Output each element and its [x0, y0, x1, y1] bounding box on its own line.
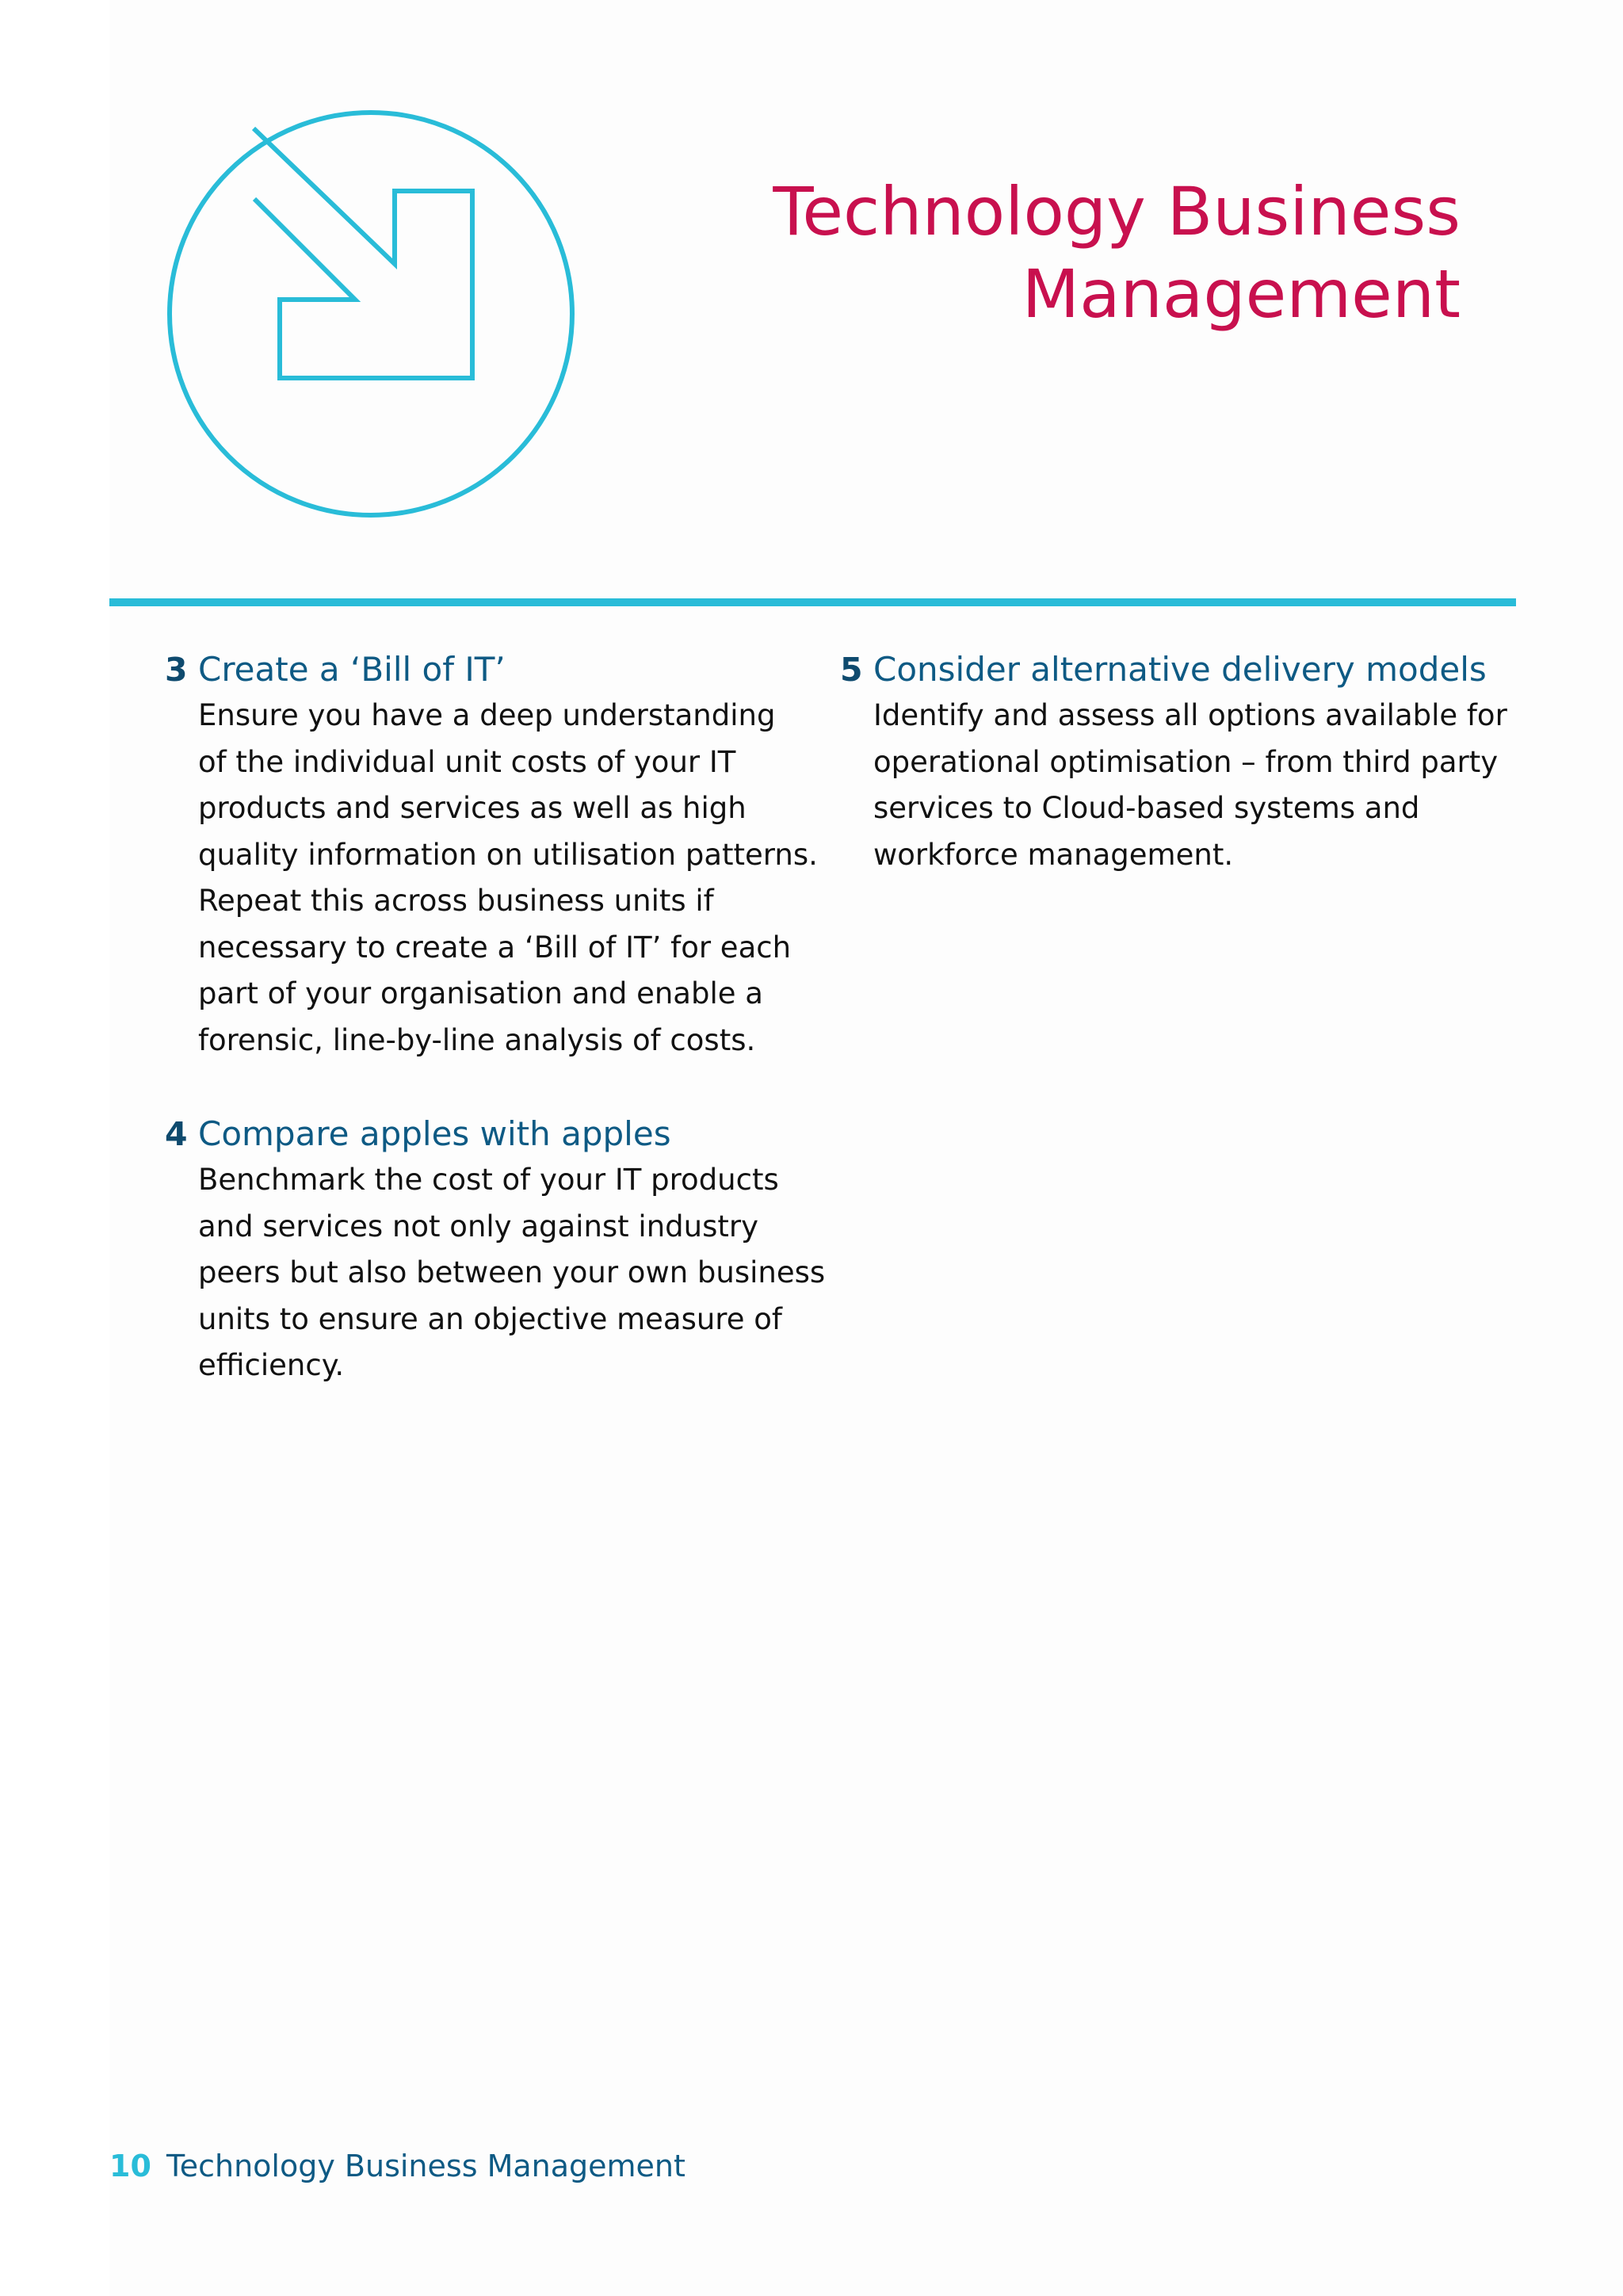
body-line: peers but also between your own business: [198, 1255, 826, 1289]
body-line: services to Cloud-based systems and: [873, 791, 1420, 825]
item-body: [198, 693, 818, 1064]
item-body: [873, 693, 1507, 878]
list-item: [165, 1111, 826, 1389]
body-line: Benchmark the cost of your IT products: [198, 1163, 779, 1197]
body-line: workforce management.: [873, 837, 1234, 872]
body-line: Repeat this across business units if: [198, 884, 714, 918]
item-heading: Create a ‘Bill of IT’: [198, 650, 506, 689]
item-body: [198, 1157, 826, 1389]
page-footer: [109, 2142, 685, 2190]
body-line: forensic, line-by-line analysis of costs.: [198, 1022, 756, 1057]
body-line: and services not only against industry: [198, 1209, 758, 1244]
item-number: 4: [165, 1115, 188, 1153]
item-heading: Consider alternative delivery models: [873, 650, 1487, 689]
page-title-line-1: Technology Business: [773, 173, 1461, 250]
body-line: Identify and assess all options available for: [873, 698, 1507, 732]
body-line: units to ensure an objective measure of: [198, 1301, 782, 1336]
body-line: necessary to create a ‘Bill of IT’ for each: [198, 930, 792, 965]
body-line: of the individual unit costs of your IT: [198, 744, 736, 779]
body-line: products and services as well as high: [198, 791, 747, 825]
page-title: [747, 170, 1461, 335]
body-line: Ensure you have a deep understanding: [198, 698, 776, 732]
arrow-down-right-circle-icon: [165, 108, 577, 520]
page-number: 10: [109, 2149, 151, 2183]
item-number: 5: [840, 651, 863, 689]
list-item: [840, 647, 1507, 878]
footer-text: Technology Business Management: [166, 2149, 685, 2183]
body-line: operational optimisation – from third party: [873, 744, 1499, 779]
body-line: efficiency.: [198, 1348, 345, 1382]
page-margin: [0, 0, 109, 2296]
body-line: part of your organisation and enable a: [198, 976, 763, 1010]
section-divider: [109, 598, 1516, 606]
item-heading: Compare apples with apples: [198, 1114, 671, 1153]
page-title-line-2: Management: [1022, 255, 1461, 333]
item-number: 3: [165, 651, 188, 689]
list-item: [165, 647, 818, 1064]
body-line: quality information on utilisation patterns.: [198, 837, 818, 872]
